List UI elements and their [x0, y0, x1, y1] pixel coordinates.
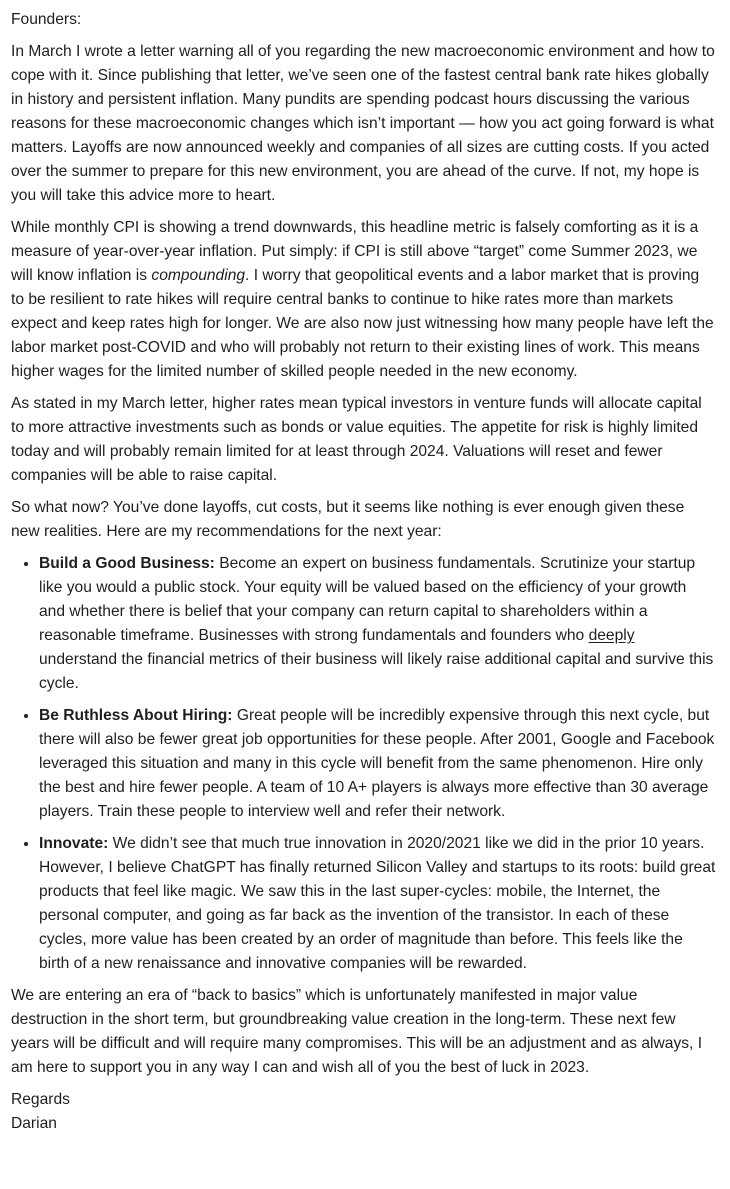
paragraph-intro: In March I wrote a letter warning all of you regarding the new macroeconomic environment and how to cope with it. Since publishing that letter, we’ve seen one of the fastest central bank rate hikes globally in history and persistent inflation. Many pundits are spending podcast hours discussing the various reasons for these macroeconomic changes which isn’t important — how you act going forward is what matters. Layoffs are now announced weekly and companies of all sizes are cutting costs. If you acted over the summer to prepare for this new environment, you are ahead of the curve. If not, my hope is you will take this advice more to heart. — [11, 43, 715, 204]
list-item-hiring — [39, 704, 716, 824]
paragraph-rates: As stated in my March letter, higher rates mean typical investors in venture funds will allocate capital to more attractive investments such as bonds or value equities. The appetite for risk is highly limited today and will probably remain limited for at least through 2024. Valuations will reset and fewer companies will be able to raise capital. — [11, 395, 702, 484]
underlined-deeply: deeply — [588, 627, 635, 644]
list-item-title: Innovate: — [39, 835, 109, 852]
paragraph-cpi-text-1: While monthly CPI is showing a trend downwards, this headline metric is falsely comforting as it is a measure of year-over-year inflation. Put simply: if CPI is still above “target” come Summer 2023, we will know inflation is — [11, 219, 699, 284]
list-item-text: understand the financial metrics of their business will likely raise additional capital and survive this cycle. — [39, 651, 714, 692]
list-item-text: Great people will be incredibly expensive through this next cycle, but there will also be fewer great job opportunities for these people. After 2001, Google and Facebook leveraged this situation and many in this cycle will benefit from the same phenomenon. Hire only the best and hire fewer people. A team of 10 A+ players is always more effective than 30 average players. Train these people to interview well and refer their network. — [39, 707, 715, 820]
list-item-text: We didn’t see that much true innovation in 2020/2021 like we did in the prior 10 years. However, I believe ChatGPT has finally returned Silicon Valley and startups to its roots: build great products that feel like magic. We saw this in the last super-cycles: mobile, the Internet, the personal computer, and going as far back as the invention of the transistor. In each of these cycles, more value has been created by an order of magnitude than before. This feels like the birth of a new renaissance and innovative companies will be rewarded. — [39, 835, 716, 972]
paragraph-cpi — [11, 216, 716, 384]
list-item-innovate — [39, 832, 716, 976]
paragraph-what-now: So what now? You’ve done layoffs, cut costs, but it seems like nothing is ever enough given these new realities. Here are my recommendations for the next year: — [11, 499, 685, 540]
emphasis-compounding: compounding — [151, 267, 246, 284]
list-item-text: Become an expert on business fundamentals. Scrutinize your startup like you would a public stock. Your equity will be valued based on the efficiency of your growth and whether there is belief that your company can return capital to shareholders within a reasonable timeframe. Businesses with strong fundamentals and founders who — [39, 555, 696, 644]
paragraph-cpi-text-2: . I worry that geopolitical events and a labor market that is proving to be resilient to rate hikes will require central banks to continue to hike rates more than markets expect and keep rates high for longer. We are also now just witnessing how many people have left the labor market post-COVID and who will probably not return to their existing lines of work. This means higher wages for the limited number of skilled people needed in the new economy. — [11, 267, 714, 380]
paragraph-closing: We are entering an era of “back to basics” which is unfortunately manifested in major value destruction in the short term, but groundbreaking value creation in the long-term. These next few years will be difficult and will require many compromises. This will be an adjustment and as always, I am here to support you in any way I can and wish all of you the best of luck in 2023. — [11, 987, 703, 1076]
greeting: Founders: — [11, 11, 82, 28]
signoff-name: Darian — [11, 1115, 57, 1132]
list-item-build-business — [39, 552, 716, 696]
list-item-title: Build a Good Business: — [39, 555, 215, 572]
list-item-title: Be Ruthless About Hiring: — [39, 707, 233, 724]
signoff-closing: Regards — [11, 1091, 70, 1108]
recommendations-list — [11, 552, 716, 976]
